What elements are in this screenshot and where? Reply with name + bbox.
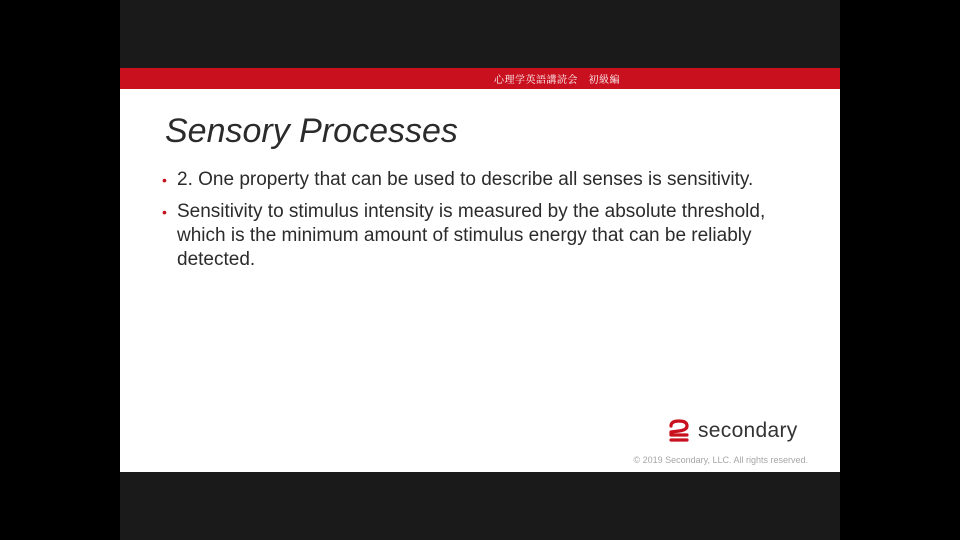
header-series-title: 心理学英語講読会 初級編 [494, 75, 620, 86]
copyright-notice: © 2019 Secondary, LLC. All rights reserved. [633, 455, 808, 465]
letterbox-bottom [120, 472, 840, 540]
bullet-marker: • [162, 204, 167, 220]
slide-title: Sensory Processes [165, 112, 458, 150]
slide-header-bar [120, 68, 840, 89]
bullet-text: Sensitivity to stimulus intensity is measured by the absolute threshold, which is the minimum amount of stimulus energy that can be reliably detected. [177, 201, 766, 270]
bullet-item [162, 168, 782, 192]
bullet-marker: • [162, 172, 167, 188]
bullet-list [162, 168, 782, 280]
letterbox-top [120, 0, 840, 68]
bullet-text: 2. One property that can be used to describe all senses is sensitivity. [177, 169, 754, 190]
secondary-logo-icon [666, 418, 692, 444]
letterbox-left [0, 0, 120, 540]
presentation-slide [120, 68, 840, 472]
bullet-item [162, 200, 782, 272]
secondary-logo [666, 418, 798, 448]
letterbox-right [840, 0, 960, 540]
logo-wordmark: secondary [698, 419, 798, 442]
